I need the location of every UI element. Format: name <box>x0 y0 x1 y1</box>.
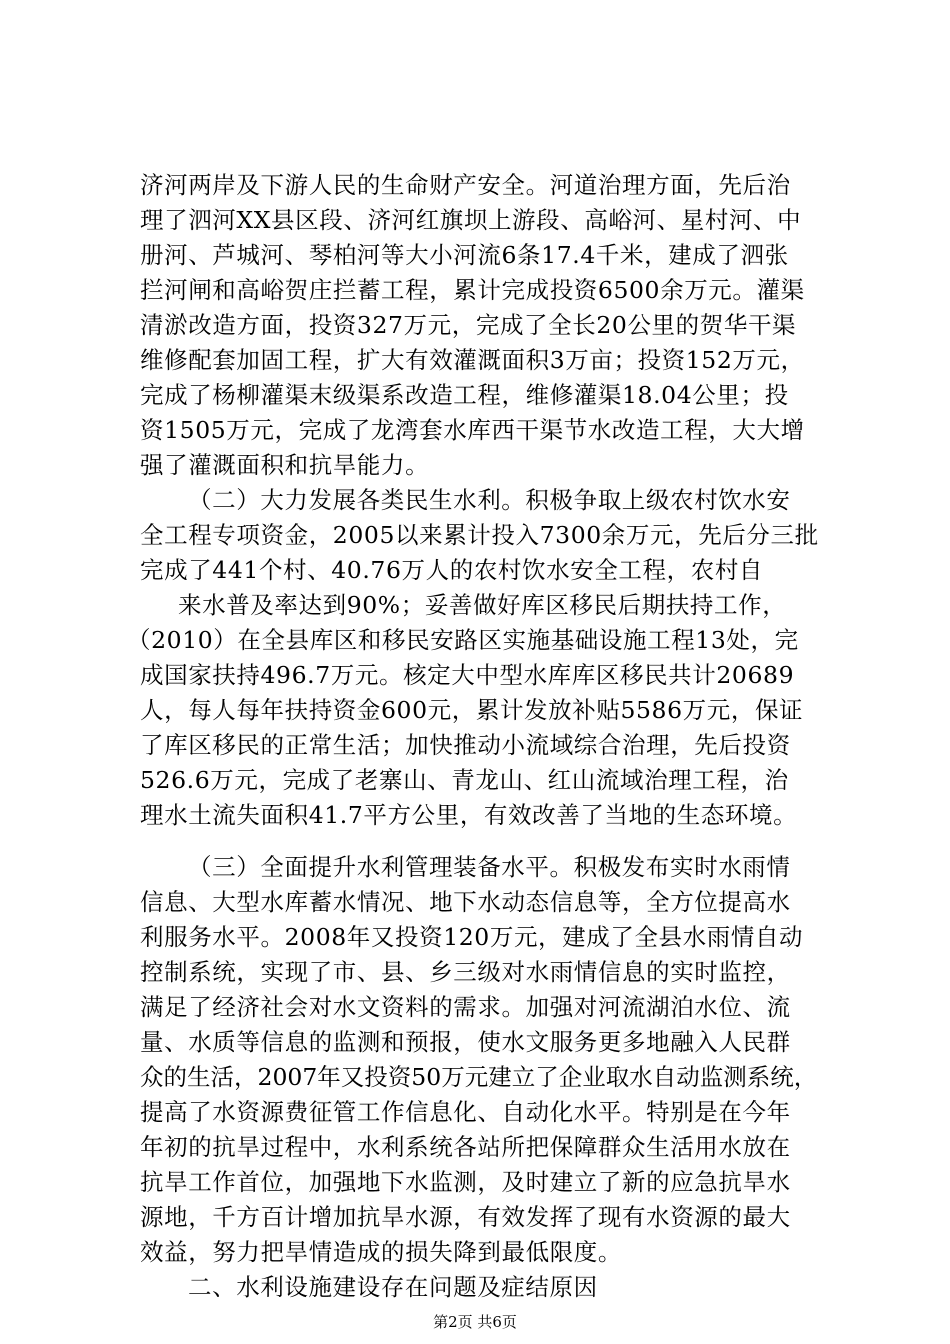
text-line: 理了泗河XX县区段、济河红旗坝上游段、高峪河、星村河、中 <box>140 206 802 234</box>
text-line: 满足了经济社会对水文资料的需求。加强对河流湖泊水位、流 <box>140 993 791 1021</box>
text-line: 强了灌溉面积和抗旱能力。 <box>140 451 430 479</box>
text-line: 提高了水资源费征管工作信息化、自动化水平。特别是在今年 <box>140 1098 791 1126</box>
text-line: 了库区移民的正常生活；加快推动小流域综合治理，先后投资 <box>140 731 791 759</box>
text-line: （2010）在全县库区和移民安路区实施基础设施工程13处，完 <box>127 626 799 654</box>
page-footer: 第2页 共6页 <box>433 1313 517 1331</box>
text-line: 效益，努力把旱情造成的损失降到最低限度。 <box>140 1238 622 1266</box>
text-line: 年初的抗旱过程中，水利系统各站所把保障群众生活用水放在 <box>140 1133 791 1161</box>
text-line: 全工程专项资金，2005以来累计投入7300余万元，先后分三批 <box>140 521 819 549</box>
text-line: 完成了杨柳灌渠末级渠系改造工程，维修灌渠18.04公里；投 <box>140 381 789 409</box>
text-line: 人，每人每年扶持资金600元，累计发放补贴5586万元，保证 <box>140 696 804 724</box>
text-line: 526.6万元，完成了老寨山、青龙山、红山流域治理工程，治 <box>140 766 789 794</box>
text-line: 信息、大型水库蓄水情况、地下水动态信息等，全方位提高水 <box>140 888 791 916</box>
text-line: 维修配套加固工程，扩大有效灌溉面积3万亩；投资152万元， <box>140 346 805 374</box>
text-line: 成国家扶持496.7万元。核定大中型水库库区移民共计20689 <box>140 661 795 689</box>
text-line: 量、水质等信息的监测和预报，使水文服务更多地融入人民群 <box>140 1028 791 1056</box>
text-line: 完成了441个村、40.76万人的农村饮水安全工程，农村自 <box>140 556 764 584</box>
text-line: 利服务水平。2008年又投资120万元，建成了全县水雨情自动 <box>140 923 804 951</box>
text-line: 来水普及率达到90%；妥善做好库区移民后期扶持工作， <box>178 591 787 619</box>
section-heading: 二、水利设施建设存在问题及症结原因 <box>188 1273 598 1301</box>
text-line: 济河两岸及下游人民的生命财产安全。河道治理方面，先后治 <box>140 171 791 199</box>
text-line: 清淤改造方面，投资327万元，完成了全长20公里的贺华干渠 <box>140 311 797 339</box>
text-line: 理水土流失面积41.7平方公里，有效改善了当地的生态环境。 <box>140 801 798 829</box>
text-line: 拦河闸和高峪贺庄拦蓄工程，累计完成投资6500余万元。灌渠 <box>140 276 805 304</box>
text-line: 源地，千方百计增加抗旱水源，有效发挥了现有水资源的最大 <box>140 1203 791 1231</box>
text-line: 众的生活，2007年又投资50万元建立了企业取水自动监测系统， <box>140 1063 818 1091</box>
text-line: 册河、芦城河、琴柏河等大小河流6条17.4千米，建成了泗张 <box>140 241 789 269</box>
text-line: 控制系统，实现了市、县、乡三级对水雨情信息的实时监控， <box>140 958 791 986</box>
paragraph-heading-3: （三）全面提升水利管理装备水平。积极发布实时水雨情 <box>188 853 791 881</box>
paragraph-heading-2: （二）大力发展各类民生水利。积极争取上级农村饮水安 <box>188 486 791 514</box>
text-line: 抗旱工作首位，加强地下水监测，及时建立了新的应急抗旱水 <box>140 1168 791 1196</box>
text-line: 资1505万元，完成了龙湾套水库西干渠节水改造工程，大大增 <box>140 416 805 444</box>
